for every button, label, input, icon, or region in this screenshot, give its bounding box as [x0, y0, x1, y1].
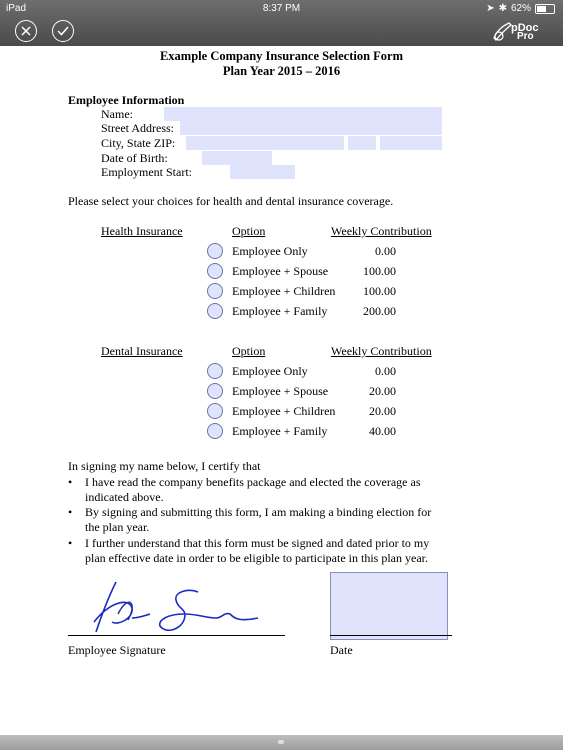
dental-option-label: Employee Only: [232, 364, 308, 378]
bottom-bar: [0, 735, 563, 750]
health-contribution-header: Weekly Contribution: [331, 224, 432, 238]
city-field[interactable]: [186, 136, 344, 150]
dob-label: Date of Birth:: [101, 151, 168, 165]
health-radio-employee-only[interactable]: [207, 243, 223, 259]
dental-radio-employee-spouse[interactable]: [207, 383, 223, 399]
dental-option-label: Employee + Spouse: [232, 384, 329, 398]
logo-text-pro: Pro: [517, 31, 534, 42]
health-amount: 0.00: [375, 244, 396, 258]
battery-icon: [535, 4, 555, 14]
dental-radio-employee-only[interactable]: [207, 363, 223, 379]
signature-line: [68, 635, 285, 636]
health-radio-employee-children[interactable]: [207, 283, 223, 299]
close-button[interactable]: [15, 20, 37, 42]
form-subtitle: Plan Year 2015 – 2016: [222, 64, 341, 78]
bullet-dot: •: [68, 536, 73, 550]
dental-radio-employee-children[interactable]: [207, 403, 223, 419]
state-field[interactable]: [348, 136, 376, 150]
health-option-label: Employee Only: [232, 244, 308, 258]
name-field[interactable]: [164, 107, 442, 121]
date-line: [330, 635, 452, 636]
battery-percent: 62%: [510, 3, 531, 14]
dental-amount: 20.00: [369, 384, 396, 398]
dental-radio-employee-family[interactable]: [207, 423, 223, 439]
status-bar: [0, 0, 563, 16]
done-button[interactable]: [52, 20, 74, 42]
bullet-dot: •: [68, 505, 73, 519]
health-radio-employee-spouse[interactable]: [207, 263, 223, 279]
employment-start-field[interactable]: [230, 165, 295, 179]
clock: 8:37 PM: [262, 3, 301, 14]
form-title: Example Company Insurance Selection Form: [159, 49, 404, 63]
bullet-text: By signing and submitting this form, I am making a binding election for: [85, 505, 432, 519]
health-amount: 100.00: [363, 264, 396, 278]
health-amount: 200.00: [363, 304, 396, 318]
battery-fill: [537, 6, 546, 12]
name-label: Name:: [101, 107, 133, 121]
health-insurance-heading: Health Insurance: [101, 224, 183, 238]
pdoc-pro-logo: [491, 20, 543, 42]
bullet-text: the plan year.: [85, 520, 150, 534]
dental-amount: 20.00: [369, 404, 396, 418]
health-option-label: Employee + Family: [232, 304, 328, 318]
top-toolbar: [0, 0, 563, 46]
scroll-handle[interactable]: [278, 740, 284, 744]
dental-contribution-header: Weekly Contribution: [331, 344, 432, 358]
health-radio-employee-family[interactable]: [207, 303, 223, 319]
dental-insurance-heading: Dental Insurance: [101, 344, 183, 358]
bullet-text: plan effective date in order to be eligible to participate in this plan year.: [85, 551, 428, 565]
employment-start-label: Employment Start:: [101, 165, 192, 179]
checkmark-icon: [57, 26, 69, 36]
bullet-text: I have read the company benefits package and elected the coverage as: [85, 475, 421, 489]
bluetooth-icon: ✱: [498, 3, 507, 14]
location-icon: ➤: [486, 3, 495, 14]
document-page: [0, 46, 563, 735]
signature-label: Employee Signature: [68, 643, 166, 657]
dental-option-label: Employee + Children: [232, 404, 336, 418]
health-option-header: Option: [232, 224, 266, 238]
dental-amount: 40.00: [369, 424, 396, 438]
status-right: [486, 3, 555, 14]
health-amount: 100.00: [363, 284, 396, 298]
dental-option-label: Employee + Family: [232, 424, 328, 438]
health-option-label: Employee + Children: [232, 284, 336, 298]
close-icon: [21, 26, 31, 36]
street-label: Street Address:: [101, 121, 174, 135]
dental-amount: 0.00: [375, 364, 396, 378]
date-label: Date: [330, 643, 353, 657]
zip-field[interactable]: [380, 136, 442, 150]
city-state-zip-label: City, State ZIP:: [101, 136, 176, 150]
date-field[interactable]: [330, 572, 448, 640]
dental-option-header: Option: [232, 344, 266, 358]
instruction-text: Please select your choices for health and dental insurance coverage.: [68, 194, 394, 208]
date-of-birth-field[interactable]: [202, 151, 272, 165]
health-option-label: Employee + Spouse: [232, 264, 329, 278]
bullet-text: indicated above.: [85, 490, 164, 504]
certify-intro: In signing my name below, I certify that: [68, 459, 261, 473]
bullet-text: I further understand that this form must be signed and dated prior to my: [85, 536, 430, 550]
employee-info-heading: Employee Information: [68, 93, 185, 107]
handwritten-signature[interactable]: [88, 574, 268, 640]
bullet-dot: •: [68, 475, 73, 489]
pen-icon: [491, 20, 513, 42]
logo-text-pdoc: pDoc: [511, 22, 539, 34]
street-address-field[interactable]: [180, 121, 442, 135]
carrier-label: iPad: [6, 3, 27, 14]
